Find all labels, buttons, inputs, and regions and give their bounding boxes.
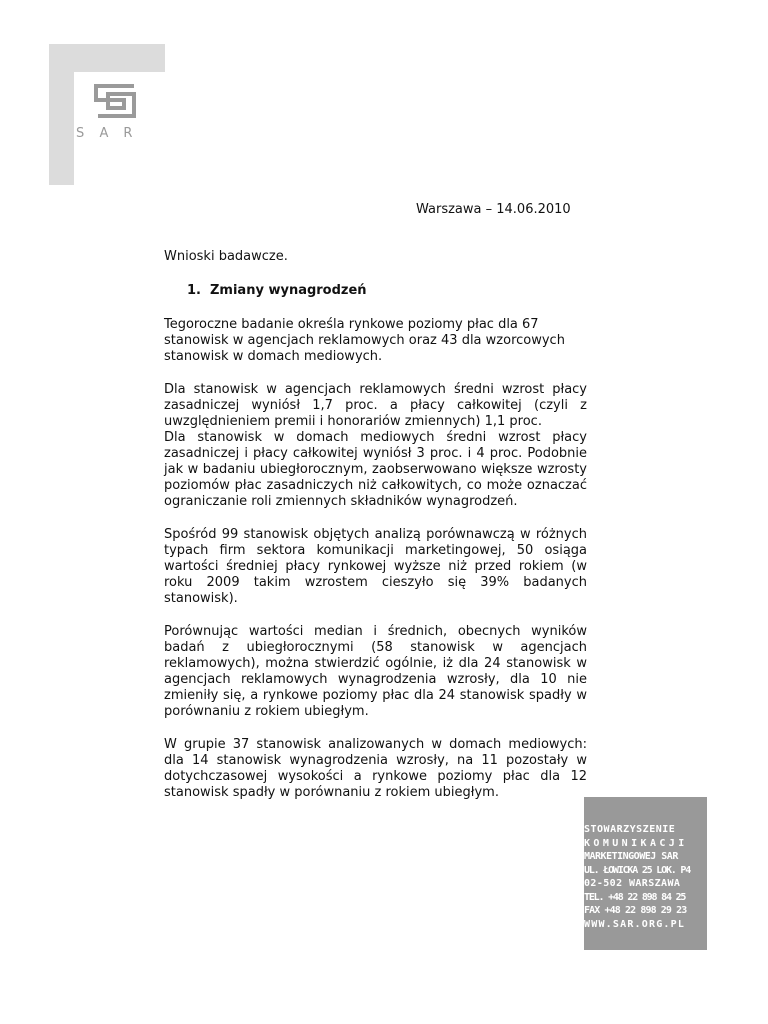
footer-address-lines — [584, 823, 707, 931]
paragraph: W grupie 37 stanowisk analizowanych w domach mediowych: dla 14 stanowisk wynagrodzenia wzrosły, na 11 pozostały w dotychczasowej wysokości a rynkowe poziomy płac dla 12 stanowisk spadły w porównaniu z rokiem ubiegłym. — [164, 737, 587, 800]
footer-line: MARKETINGOWEJ SAR — [584, 851, 678, 862]
footer-line: UL. ŁOWICKA 25 LOK. P4 — [584, 864, 691, 876]
footer-line: FAX +48 22 898 29 23 — [584, 905, 687, 916]
paragraph: Dla stanowisk w domach mediowych średni wzrost płacy zasadniczej i płacy całkowitej wyniósł 3 proc. i 4 proc. Podobnie jak w badaniu ubiegłorocznym, zaobserwowano większe wzrosty poziomów płac zasadniczych niż całkowitych, co może oznaczać ograniczanie roli zmiennych składników wynagrodzeń. — [164, 430, 587, 509]
paragraph: Porównując wartości median i średnich, obecnych wyników badań z ubiegłorocznymi (58 stanowisk w agencjach reklamowych), można stwierdzić ogólnie, iż dla 24 stanowisk w agencjach reklamowych wynagrodzenia wzrosły, dla 10 nie zmieniły się, a rynkowe poziomy płac dla 24 stanowisk spadły w porównaniu z rokiem ubiegłym. — [164, 624, 587, 719]
footer-line: 02-502 WARSZAWA — [584, 878, 681, 889]
logo-block — [49, 44, 165, 185]
logo-wordmark: SAR — [76, 126, 148, 141]
section-title: Zmiany wynagrodzeń — [210, 283, 367, 298]
section-heading — [187, 283, 587, 299]
date-line: Warszawa – 14.06.2010 — [416, 202, 571, 217]
paragraph: Dla stanowisk w agencjach reklamowych średni wzrost płacy zasadniczej wyniósł 1,7 proc. a płacy całkowitej (czyli z uwzględnieniem premii i honorariów zmiennych) 1,1 proc. — [164, 382, 587, 429]
footer-line: KOMUNIKACJI — [584, 837, 688, 849]
paragraph: Tegoroczne badanie określa rynkowe poziomy płac dla 67 stanowisk w agencjach reklamowych oraz 43 dla wzorcowych stanowisk w domach mediowych. — [164, 317, 565, 364]
sar-logo-icon — [94, 82, 142, 122]
paragraph: Spośród 99 stanowisk objętych analizą porównawczą w różnych typach firm sektora komunikacji marketingowej, 50 osiąga wartości średniej płacy rynkowej wyższe niż przed rokiem (w roku 2009 takim wzrostem cieszyło się 39% badanych stanowisk). — [164, 527, 587, 606]
footer-address-block — [584, 797, 707, 950]
document-body — [164, 249, 587, 801]
footer-line: TEL. +48 22 898 84 25 — [584, 891, 686, 903]
footer-line: STOWARZYSZENIE — [584, 824, 676, 835]
footer-website: WWW.SAR.ORG.PL — [584, 918, 686, 930]
intro-heading: Wnioski badawcze. — [164, 249, 288, 264]
section-number: 1. — [187, 283, 201, 298]
